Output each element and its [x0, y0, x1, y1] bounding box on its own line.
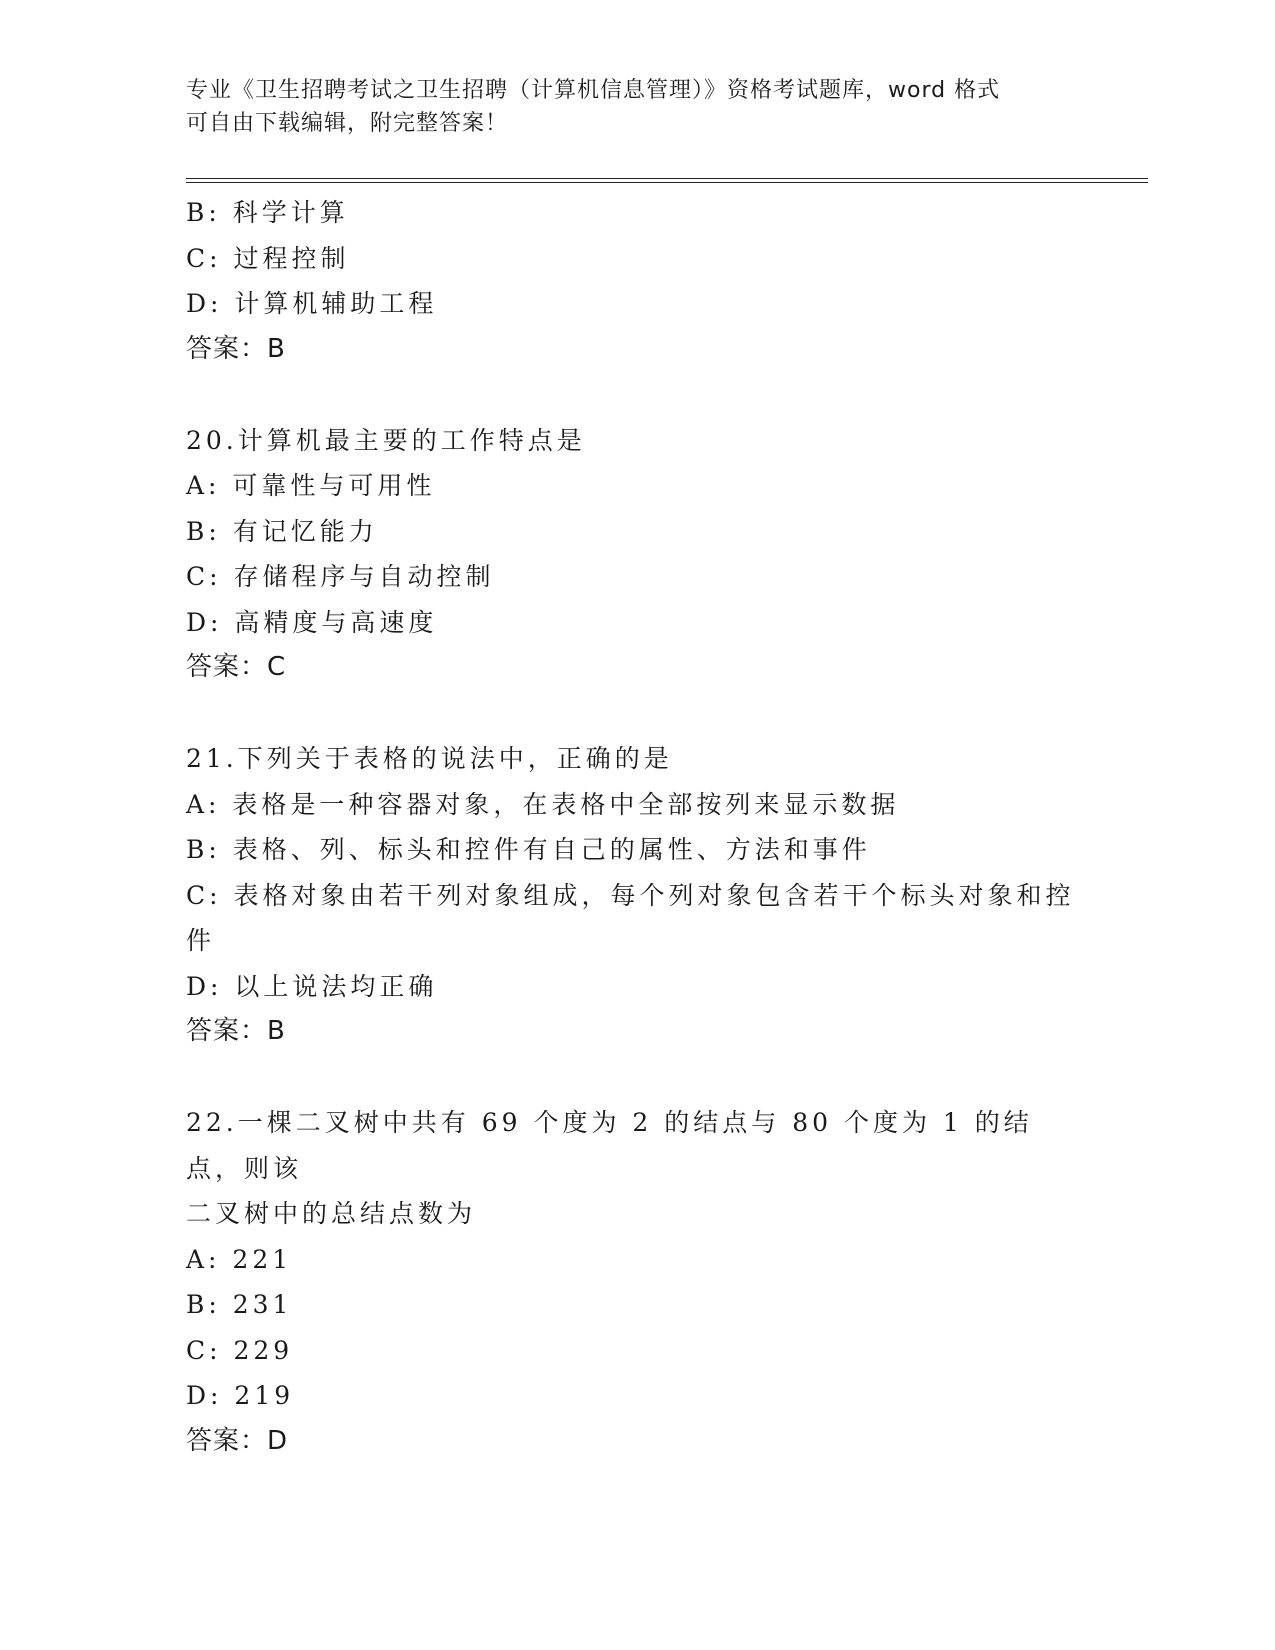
option-a: A: 221: [186, 1244, 293, 1274]
spacer: [186, 1055, 1086, 1101]
answer: 答案：C: [186, 652, 287, 682]
header-line-1: 专业《卫生招聘考试之卫生招聘（计算机信息管理）》资格考试题库，word 格式: [186, 78, 1001, 103]
spacer: [186, 691, 1086, 737]
option-b: B: 有记忆能力: [186, 516, 378, 546]
question-22: [186, 1100, 1086, 1464]
question-19-tail: [186, 190, 1086, 372]
answer: 答案：B: [186, 1016, 286, 1046]
option-b: B: 科学计算: [186, 198, 349, 227]
option-d: D: 高精度与高速度: [186, 607, 438, 637]
question-text-line-1: 22.一棵二叉树中共有 69 个度为 2 的结点与 80 个度为 1 的结点，则该: [186, 1108, 1033, 1183]
header-line-2: 可自由下载编辑，附完整答案！: [186, 111, 509, 136]
option-a: A: 表格是一种容器对象，在表格中全部按列来显示数据: [186, 789, 900, 819]
answer: 答案：B: [186, 333, 286, 364]
question-text: 20.计算机最主要的工作特点是: [186, 425, 586, 455]
question-20: [186, 418, 1086, 691]
question-text-line-2: 二叉树中的总结点数为: [186, 1199, 477, 1228]
option-c: C: 存储程序与自动控制: [186, 562, 495, 591]
question-21: [186, 736, 1086, 1055]
option-d: D: 以上说法均正确: [186, 971, 438, 1001]
answer: 答案：D: [186, 1425, 289, 1456]
page-header: [186, 74, 1086, 140]
option-c: C: 过程控制: [186, 243, 350, 273]
option-c: C: 229: [186, 1335, 294, 1365]
option-d: D: 计算机辅助工程: [186, 289, 438, 318]
option-a: A: 可靠性与可用性: [186, 471, 436, 500]
spacer: [186, 372, 1086, 418]
option-c-line-2: 件: [186, 926, 216, 955]
header-divider: [186, 178, 1148, 183]
question-list: [186, 190, 1086, 1464]
option-d: D: 219: [186, 1381, 295, 1410]
option-c-line-1: C: 表格对象由若干列对象组成，每个列对象包含若干个标头对象和控: [186, 880, 1075, 910]
question-text: 21.下列关于表格的说法中，正确的是: [186, 744, 673, 773]
option-b: B: 表格、列、标头和控件有自己的属性、方法和事件: [186, 835, 871, 864]
option-b: B: 231: [186, 1290, 293, 1319]
